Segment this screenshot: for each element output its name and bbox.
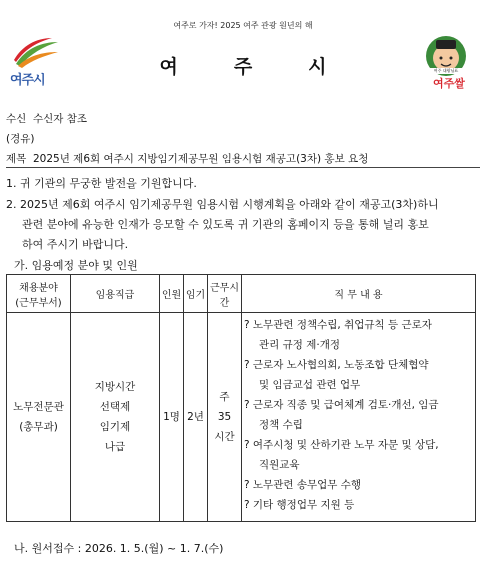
logo-left-text: 여주시	[10, 73, 45, 88]
subject-label: 제목	[6, 153, 27, 165]
recipient-line	[6, 111, 87, 126]
recruitment-table	[6, 274, 476, 522]
hours-line: 시간	[214, 431, 235, 443]
org-char: 주	[233, 56, 253, 78]
header-field-line: (근무부서)	[15, 297, 62, 309]
duty-line: 관리 규정 제·개정	[259, 339, 341, 351]
header-duties: 직 무 내 용	[242, 275, 476, 313]
subject-divider	[6, 167, 480, 168]
duty-line: 직원교육	[259, 459, 300, 471]
duty-line: ? 여주시청 및 산하기관 노무 자문 및 상담,	[244, 439, 439, 451]
grade-line: 임기제	[99, 421, 131, 433]
cell-duties	[242, 313, 476, 522]
grade-line: 나급	[104, 441, 126, 453]
paragraph-2-line-1: 2. 2025년 제6회 여주시 임기제공무원 임용시험 시행계획을 아래와 같이 재공고(3차)하니	[6, 198, 439, 211]
duty-item	[244, 495, 473, 515]
header-count: 인원	[160, 275, 184, 313]
duty-item	[244, 395, 473, 435]
via-line: (경유)	[6, 133, 35, 145]
duty-item	[244, 475, 473, 495]
header-grade: 임용직급	[71, 275, 160, 313]
recipient-value: 수신자 참조	[32, 113, 88, 125]
table-row	[7, 313, 476, 522]
header-hours-line: 간	[219, 297, 230, 309]
subject-line	[6, 151, 368, 166]
header-hours-line: 근무시	[210, 282, 239, 294]
cell-term: 2년	[184, 313, 208, 522]
subsection-a: 가. 임용예정 분야 및 인원	[14, 259, 138, 272]
duty-line: 및 임금교섭 관련 업무	[259, 379, 361, 391]
duty-line: ? 근로자 직종 및 급여체계 검토·개선, 임금	[244, 399, 439, 411]
rice-logo-top-text: 여주 대왕님표	[433, 68, 459, 73]
grade-line: 지방시간	[94, 381, 136, 393]
hours-line: 주	[219, 391, 230, 403]
org-char: 여	[159, 56, 178, 78]
cell-grade	[71, 313, 160, 522]
org-char: 시	[308, 56, 327, 78]
duty-line: ? 기타 행정업무 지원 등	[244, 499, 355, 511]
header-field-line: 채용분야	[19, 282, 58, 294]
paragraph-1: 1. 귀 기관의 무궁한 발전을 기원합니다.	[6, 177, 197, 190]
duty-line: ? 노무관련 정책수립, 취업규칙 등 근로자	[244, 319, 432, 331]
cell-count: 1명	[160, 313, 184, 522]
duty-item	[244, 435, 473, 475]
header-term: 임기	[184, 275, 208, 313]
header-hours	[208, 275, 242, 313]
yeoju-rice-logo	[416, 32, 476, 90]
slogan: 여주로 가자! 2025 여주 관광 원년의 해	[173, 21, 313, 30]
duty-item	[244, 315, 473, 355]
duty-line: 정책 수립	[259, 419, 303, 431]
organization-name	[0, 52, 486, 79]
cell-field	[7, 313, 71, 522]
table-header-row	[7, 275, 476, 313]
duty-line: ? 노무관련 송무업무 수행	[244, 479, 362, 491]
field-line: (총무과)	[19, 421, 58, 433]
recipient-label: 수신	[6, 113, 27, 125]
field-line: 노무전문관	[13, 401, 64, 413]
paragraph-2-line-3: 하여 주시기 바랍니다.	[22, 238, 129, 251]
paragraph-2-line-2: 관련 분야에 유능한 인재가 응모할 수 있도록 귀 기관의 홈페이지 등을 통해 널리 홍보	[22, 218, 429, 231]
duty-item	[244, 355, 473, 395]
subject-value: 2025년 제6회 여주시 지방임기제공무원 임용시험 재공고(3차) 홍보 요청	[32, 153, 369, 165]
hours-line: 35	[217, 411, 232, 423]
rice-logo-text: 여주쌀	[433, 77, 465, 90]
header-field	[7, 275, 71, 313]
grade-line: 선택제	[99, 401, 131, 413]
duty-line: ? 근로자 노사협의회, 노동조합 단체협약	[244, 359, 429, 371]
cell-hours	[208, 313, 242, 522]
subsection-b: 나. 원서접수 : 2026. 1. 5.(월) ~ 1. 7.(수)	[14, 542, 224, 555]
